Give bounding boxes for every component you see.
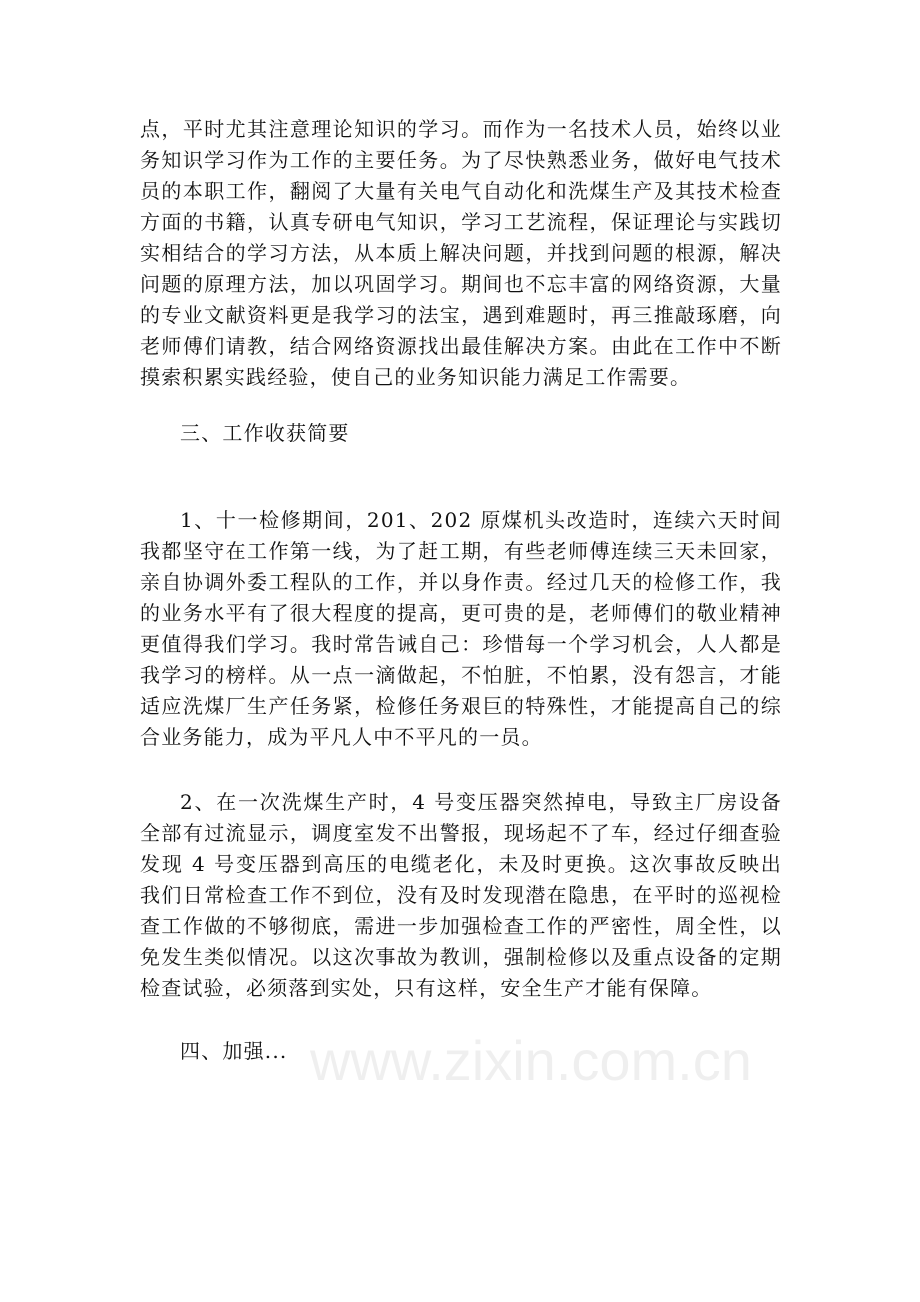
paragraph-item-2: 2、在一次洗煤生产时，4 号变压器突然掉电，导致主厂房设备全部有过流显示，调度室发不出警报，现场起不了车，经过仔细查验发现 4 号变压器到高压的电缆老化，未及时更换。这次事故反映出我们日常检查工作不到位，没有及时发现潜在隐患，在平时的巡视检查工作做的不够彻底，需进一步加强检查工作的严密性，周全性，以免发生类似情况。以这次事故为教训，强制检修以及重点设备的定期检查试验，必须落到实处，只有这样，安全生产才能有保障。 <box>140 790 782 1000</box>
section-heading-3: 三、工作收获简要 <box>180 421 350 445</box>
section-heading-4: 四、加强... <box>180 1039 288 1063</box>
paragraph-item-1: 1、十一检修期间，201、202 原煤机头改造时，连续六天时间我都坚守在工作第一线，为了赶工期，有些老师傅连续三天未回家，亲自协调外委工程队的工作，并以身作责。经过几天的检修工作，我的业务水平有了很大程度的提高，更可贵的是，老师傅们的敬业精神更值得我们学习。我时常告诫自己：珍惜每一个学习机会，人人都是我学习的榜样。从一点一滴做起，不怕脏，不怕累，没有怨言，才能适应洗煤厂生产任务紧，检修任务艰巨的特殊性，才能提高自己的综合业务能力，成为平凡人中不平凡的一员。 <box>140 508 782 749</box>
intro-paragraph: 点，平时尤其注意理论知识的学习。而作为一名技术人员，始终以业务知识学习作为工作的主要任务。为了尽快熟悉业务，做好电气技术员的本职工作，翻阅了大量有关电气自动化和洗煤生产及其技术检查方面的书籍，认真专研电气知识，学习工艺流程，保证理论与实践切实相结合的学习方法，从本质上解决问题，并找到问题的根源，解决问题的原理方法，加以巩固学习。期间也不忘丰富的网络资源，大量的专业文献资料更是我学习的法宝，遇到难题时，再三推敲琢磨，向老师傅们请教，结合网络资源找出最佳解决方案。由此在工作中不断摸索积累实践经验，使自己的业务知识能力满足工作需要。 <box>140 117 782 389</box>
watermark-logo <box>300 1020 752 1110</box>
watermark-text: www.zixin.com.cn <box>310 1029 752 1092</box>
